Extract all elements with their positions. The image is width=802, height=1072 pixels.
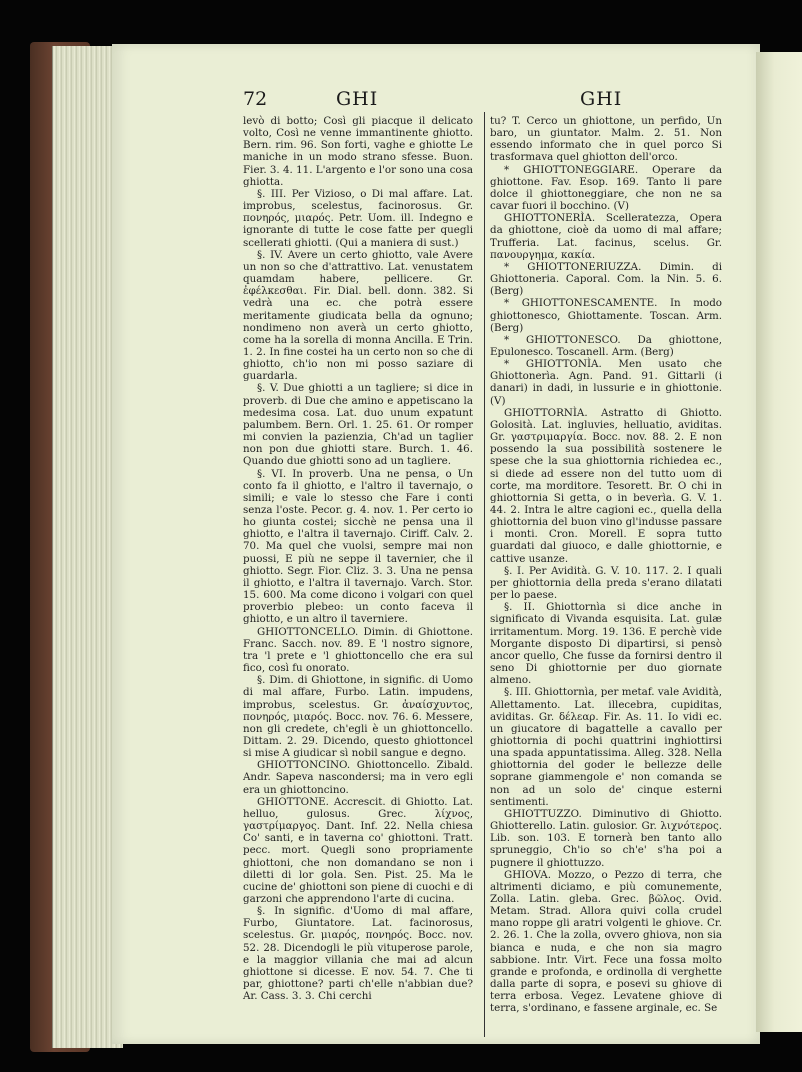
entry-paragraph: §. II. Ghiottornìa si dice anche in significato di Vivanda esquisita. Lat. gulæ irritamentum. Morg. 19. 136. E perchè vide Morgante disposto Di dipartirsi, si pensò ancor quello, Che fusse da fornirsi dentro il seno Di ghiottornie per duo giornate almeno. bbox=[490, 601, 722, 687]
entry-paragraph: GHIOTTUZZO. Diminutivo di Ghiotto. Ghiotterello. Latin. gulosior. Gr. λιχνότερος. Lib. son. 103. E tornerà ben tanto allo spruneggio, Ch'io so ch'e' s'ha poi a pugnere il ghiottuzzo. bbox=[490, 807, 722, 869]
entry-paragraph: §. Dim. di Ghiottone, in signific. di Uomo di mal affare, Furbo. Latin. impudens, improbus, scelestus. Gr. ἀναίσχυντος, πονηρός, μιαρός. Bocc. nov. 76. 6. Messere, non gli credete, ch'egli è un ghiottoncello. Dittam. 2. 29. Dicendo, questo ghiottoncel si mise A giudicar sì nobil sangue e degno. bbox=[243, 674, 473, 760]
entry-paragraph: GHIOTTONCELLO. Dimin. di Ghiottone. Franc. Sacch. nov. 89. E 'l nostro signore, tra 'l prete e 'l ghiottoncello che era sul fico, così fu onorato. bbox=[243, 625, 473, 675]
entry-paragraph: * GHIOTTONÌA. Men usato che Ghiottonerìa. Agn. Pand. 91. Gittarli (i danari) in dadi, in lussurie e in ghiottonie. (V) bbox=[490, 358, 722, 407]
entry-paragraph: * GHIOTTONESCAMENTE. In modo ghiottonesco, Ghiottamente. Toscan. Arm. (Berg) bbox=[490, 297, 722, 334]
entry-paragraph: §. V. Due ghiotti a un tagliere; si dice in proverb. di Due che amino e appetiscano la medesima cosa. Lat. duo unum expatunt palumbem. Bern. Orl. 1. 25. 61. Or romper mi convien la pazienzia, Ch'ad un taglier non pon due ghiotti stare. Burch. 1. 46. Quando due ghiotti sono ad un tagliere. bbox=[243, 382, 473, 468]
facing-page-edge bbox=[756, 52, 802, 1032]
entry-paragraph: * GHIOTTONERIUZZA. Dimin. di Ghiottoneria. Caporal. Com. la Nin. 5. 6. (Berg) bbox=[490, 260, 722, 298]
entry-paragraph: GHIOTTONE. Accrescit. di Ghiotto. Lat. helluo, gulosus. Grec. λίχνος, γαστρίμαργος. Dant. Inf. 22. Nella chiesa Co' santi, e in taverna co' ghiottoni. Tratt. pecc. mort. Quegli sono propriamente ghiottoni, che non domandano se non i diletti di lor gola. Sen. Pist. 25. Ma le cucine de' ghiottoni son piene di cuochi e di garzoni che apprendono l'arte di cucina. bbox=[243, 795, 473, 905]
entry-paragraph: §. In signific. d'Uomo di mal affare, Furbo, Giuntatore. Lat. facinorosus, scelestus. Gr. μιαρός, πονηρός. Bocc. nov. 52. 28. Dicendogli le più vituperose parole, e la maggior villania che mai ad alcun ghiottone si dicesse. E nov. 54. 7. Che ti par, ghiottone? parti ch'elle n'abbian due? Ar. Cass. 3. 3. Chi cerchi bbox=[243, 905, 473, 1003]
entry-paragraph: * GHIOTTONEGGIARE. Operare da ghiottone. Fav. Esop. 169. Tanto li pare dolce il ghiottoneggiare, che non ne sa cavar fuori il bocchino. (V) bbox=[490, 163, 722, 213]
left-column bbox=[243, 115, 473, 1002]
entry-paragraph: §. VI. In proverb. Una ne pensa, o Un conto fa il ghiotto, e l'altro il tavernajo, o simili; e vale lo stesso che Fare i conti senza l'oste. Pecor. g. 4. nov. 1. Per certo io ho giunta costei; sicchè ne pensa una il ghiotto, e l'altra il tavernajo. Ciriff. Calv. 2. 70. Ma quel che vuolsi, sempre mai non puossi, E più ne seppe il tavernier, che il ghiotto. Segr. Fior. Cliz. 3. 3. Una ne pensa il ghiotto, e l'altra il tavernajo. Varch. Stor. 15. 600. Ma come dicono i volgari con quel proverbio plebeo: un conto faceva il ghiotto, e un altro il taverniere. bbox=[243, 467, 473, 626]
entry-paragraph: GHIOTTONCINO. Ghiottoncello. Zibald. Andr. Sapeva nascondersi; ma in vero egli era un ghiottoncino. bbox=[243, 759, 473, 796]
headword-left: GHI bbox=[336, 88, 379, 110]
entry-paragraph: §. III. Per Vizioso, o Di mal affare. Lat. improbus, scelestus, facinorosus. Gr. πονηρός, μιαρός. Petr. Uom. ill. Indegno e ignorante di tutte le cose fatte per quegli scellerati ghiotti. (Qui a maniera di sust.) bbox=[243, 187, 473, 249]
entry-paragraph: GHIOVA. Mozzo, o Pezzo di terra, che altrimenti diciamo, e più comunemente, Zolla. Latin. gleba. Grec. βῶλος. Ovid. Metam. Strad. Allora quivi colla crudel mano roppe gli aratri volgenti le ghiove. Cr. 2. 26. 1. Che la zolla, ovvero ghiova, non sia bianca e nuda, e che non sia magro sabbione. Intr. Virt. Fece una fossa molto grande e profonda, e ordinolla di verghette dalla parte di sopra, e posevi su ghiove di terra erbosa. Vegez. Levatene ghiove di terra, s'ordinano, e fassene arginale, ec. Se bbox=[490, 868, 722, 1015]
column-divider bbox=[484, 112, 485, 1037]
entry-paragraph: §. IV. Avere un certo ghiotto, vale Avere un non so che d'attrattivo. Lat. venustatem quamdam habere, pellicere. Gr. ἐφέλκεσθαι. Fir. Dial. bell. donn. 382. Si vedrà una ec. che potrà essere meritamente giudicata bella da ognuno; nondimeno non averà un certo ghiotto, come ha la sorella di monna Ancilla. E Trin. 1. 2. In fine costei ha un certo non so che di ghiotto, ch'io non mi posso saziare di guardarla. bbox=[243, 248, 473, 383]
page-number: 72 bbox=[243, 88, 268, 110]
entry-paragraph: GHIOTTORNÌA. Astratto di Ghiotto. Golosità. Lat. ingluvies, helluatio, aviditas. Gr. γαστριμαργία. Bocc. nov. 88. 2. E non possendo la sua possibilità sostenere le spese che la sua ghiottornia richiedea ec., si diede ad essere non del tutto uom di corte, ma morditore. Tesorett. Br. O chi in ghiottornia Si getta, o in beverìa. G. V. 1. 44. 2. Intra le altre cagioni ec., quella della ghiottornia del buon vino gl'indusse passare i monti. Cron. Morell. E sopra tutto guardati dal giuoco, e dalle ghiottornie, e cattive usanze. bbox=[490, 406, 722, 565]
running-header bbox=[243, 88, 633, 114]
entry-paragraph: tu? T. Cerco un ghiottone, un perfido, Un baro, un giuntator. Malm. 2. 51. Non essendo informato che in quel porco Si trasformava quel ghiotton dell'orco. bbox=[490, 115, 722, 164]
headword-right: GHI bbox=[580, 88, 623, 110]
entry-paragraph: §. I. Per Avidità. G. V. 10. 117. 2. I quali per ghiottornia della preda s'erano dilatati per lo paese. bbox=[490, 564, 722, 602]
entry-paragraph: levò di botto; Così gli piacque il delicato volto, Così ne venne immantinente ghiotto. Bern. rim. 96. Son forti, vaghe e ghiotte Le maniche in un modo strano sfesse. Buon. Fier. 3. 4. 11. L'argento e l'or sono una cosa ghiotta. bbox=[243, 115, 473, 188]
entry-paragraph: §. III. Ghiottornìa, per metaf. vale Avidità, Allettamento. Lat. illecebra, cupiditas, aviditas. Gr. δέλεαρ. Fir. As. 11. Io vidi ec. un giucatore di bagattelle a cavallo per ghiottornia di pochi quattrini inghiottirsi una spada appuntatissima. Alleg. 328. Nella ghiottornia del goder le bellezze delle soprane giammengole e' non comanda se non ad un solo de' cinque esterni sentimenti. bbox=[490, 686, 722, 808]
entry-paragraph: * GHIOTTONESCO. Da ghiottone, Epulonesco. Toscanell. Arm. (Berg) bbox=[490, 333, 722, 358]
entry-paragraph: GHIOTTONERÌA. Scelleratezza, Opera da ghiottone, cioè da uomo di mal affare; Trufferia. Lat. facinus, scelus. Gr. πανουργημα, κακία. bbox=[490, 212, 722, 261]
right-column bbox=[490, 115, 722, 1015]
